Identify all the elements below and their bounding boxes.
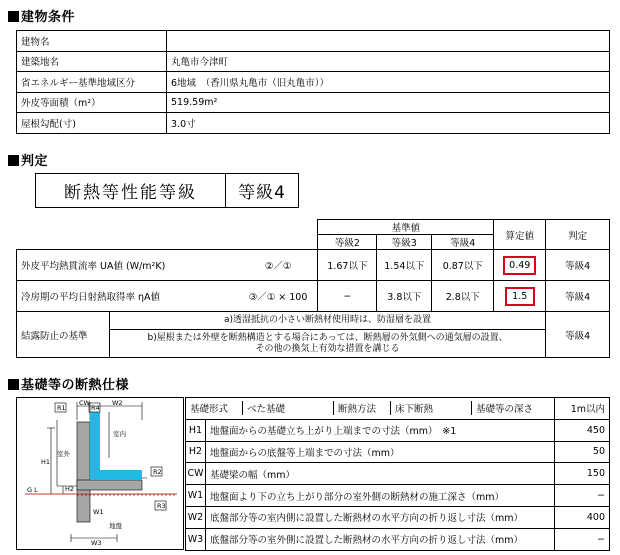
table-row (17, 281, 610, 312)
header-grade4: 等級4 (432, 235, 494, 250)
table-row (17, 72, 610, 93)
label-cw: CW (79, 399, 90, 407)
insulation-vertical (90, 412, 100, 480)
eta-label: 冷房期の平均日射熱取得率 ηA値 ③／① × 100 (17, 281, 318, 312)
eta-grade2: − (318, 281, 377, 312)
value-building-name (167, 31, 610, 52)
eta-judge: 等級4 (546, 281, 610, 312)
table-row: CW 基礎梁の幅（mm） 150 (186, 463, 610, 485)
table-row: W3 底盤部分等の室外側に設置した断熱材の水平方向の折り返し寸法（mm） − (186, 528, 610, 550)
label-location: 建築地名 (17, 51, 167, 72)
table-row (17, 92, 610, 113)
label-roof-pitch: 屋根勾配(寸) (17, 113, 167, 134)
foundation-diagram (16, 397, 184, 550)
label-h2: H2 (65, 485, 75, 493)
value-region: 6地域 （香川県丸亀市（旧丸亀市）） (167, 72, 610, 93)
table-row: H2 地盤面からの底盤等上端までの寸法（mm） 50 (186, 441, 610, 463)
eta-grade3: 3.8以下 (377, 281, 432, 312)
condensation-a: a)透湿抵抗の小さい断熱材使用時は、防湿層を設置 (109, 312, 545, 330)
ua-label: 外皮平均熱貫流率 UA値 (W/m²K) ②／① (17, 250, 318, 281)
table-row (17, 220, 610, 235)
condensation-label: 結露防止の基準 (17, 312, 110, 358)
header-judge: 判定 (546, 220, 610, 250)
label-inside: 室内 (113, 430, 126, 438)
table-row (17, 312, 610, 330)
label-building-name: 建物名 (17, 31, 167, 52)
ua-judge: 等級4 (546, 250, 610, 281)
label-r1-tag: R1 (57, 404, 66, 412)
value-location: 丸亀市今津町 (167, 51, 610, 72)
label-region: 省エネルギー基準地域区分 (17, 72, 167, 93)
ua-calc-value: 0.49 (494, 250, 546, 281)
table-row (17, 250, 610, 281)
table-row (186, 398, 610, 420)
foundation-wall (77, 422, 90, 522)
table-row (17, 113, 610, 134)
table-row (17, 51, 610, 72)
eta-grade4: 2.8以下 (432, 281, 494, 312)
label-r4-tag: R4 (91, 404, 100, 412)
label-w3: W3 (91, 539, 102, 547)
foundation-depth-value: 1m以内 (555, 398, 610, 420)
table-row: W1 地盤面より下の立ち上がり部分の室外側の断熱材の施工深さ（mm） − (186, 485, 610, 507)
ua-grade4: 0.87以下 (432, 250, 494, 281)
eta-calc-value: 1.5 (494, 281, 546, 312)
section-heading-building: 建物条件 (8, 6, 75, 25)
foundation-section-drawing (17, 398, 183, 549)
foundation-type: 基礎形式 べた基礎 断熱方法 床下断熱 基礎等の深さ (186, 398, 555, 420)
building-conditions-table (16, 30, 610, 134)
grade-summary-box (35, 173, 299, 208)
label-r3: R3 (157, 502, 166, 510)
label-r2: R2 (153, 468, 162, 476)
header-grade2: 等級2 (318, 235, 377, 250)
header-standard: 基準値 (318, 220, 494, 235)
label-w1: W1 (93, 508, 104, 516)
grade-label: 断熱等性能等級 (36, 174, 226, 207)
table-row (17, 31, 610, 52)
header-grade3: 等級3 (377, 235, 432, 250)
label-gl: G L (27, 486, 38, 494)
condensation-judge: 等級4 (546, 312, 610, 358)
table-row: H1 地盤面からの基礎立ち上がり上端までの寸法（mm） ※1 450 (186, 419, 610, 441)
section-heading-judgment: 判定 (8, 150, 48, 169)
label-h1: H1 (41, 458, 51, 466)
section-heading-foundation: 基礎等の断熱仕様 (8, 374, 129, 393)
foundation-slab (77, 480, 142, 490)
condensation-b: b)屋根または外壁を断熱構造とする場合にあっては、断熱層の外気側への通気層の設置、 その他の換気上有効な措置を講じる (109, 330, 545, 358)
header-calc: 算定値 (494, 220, 546, 250)
ua-grade2: 1.67以下 (318, 250, 377, 281)
value-area: 519.59m² (167, 92, 610, 113)
value-roof-pitch: 3.0寸 (167, 113, 610, 134)
table-row: W2 底盤部分等の室内側に設置した断熱材の水平方向の折り返し寸法（mm） 400 (186, 506, 610, 528)
grade-value: 等級4 (238, 183, 286, 203)
foundation-spec-table (185, 397, 610, 551)
label-ground: 地盤 (109, 522, 122, 530)
label-area: 外皮等面積（m²） (17, 92, 167, 113)
label-w2: W2 (112, 399, 123, 407)
judgment-table (16, 219, 610, 358)
label-outside: 室外 (57, 450, 70, 458)
insulation-horizontal (90, 470, 142, 480)
ua-grade3: 1.54以下 (377, 250, 432, 281)
